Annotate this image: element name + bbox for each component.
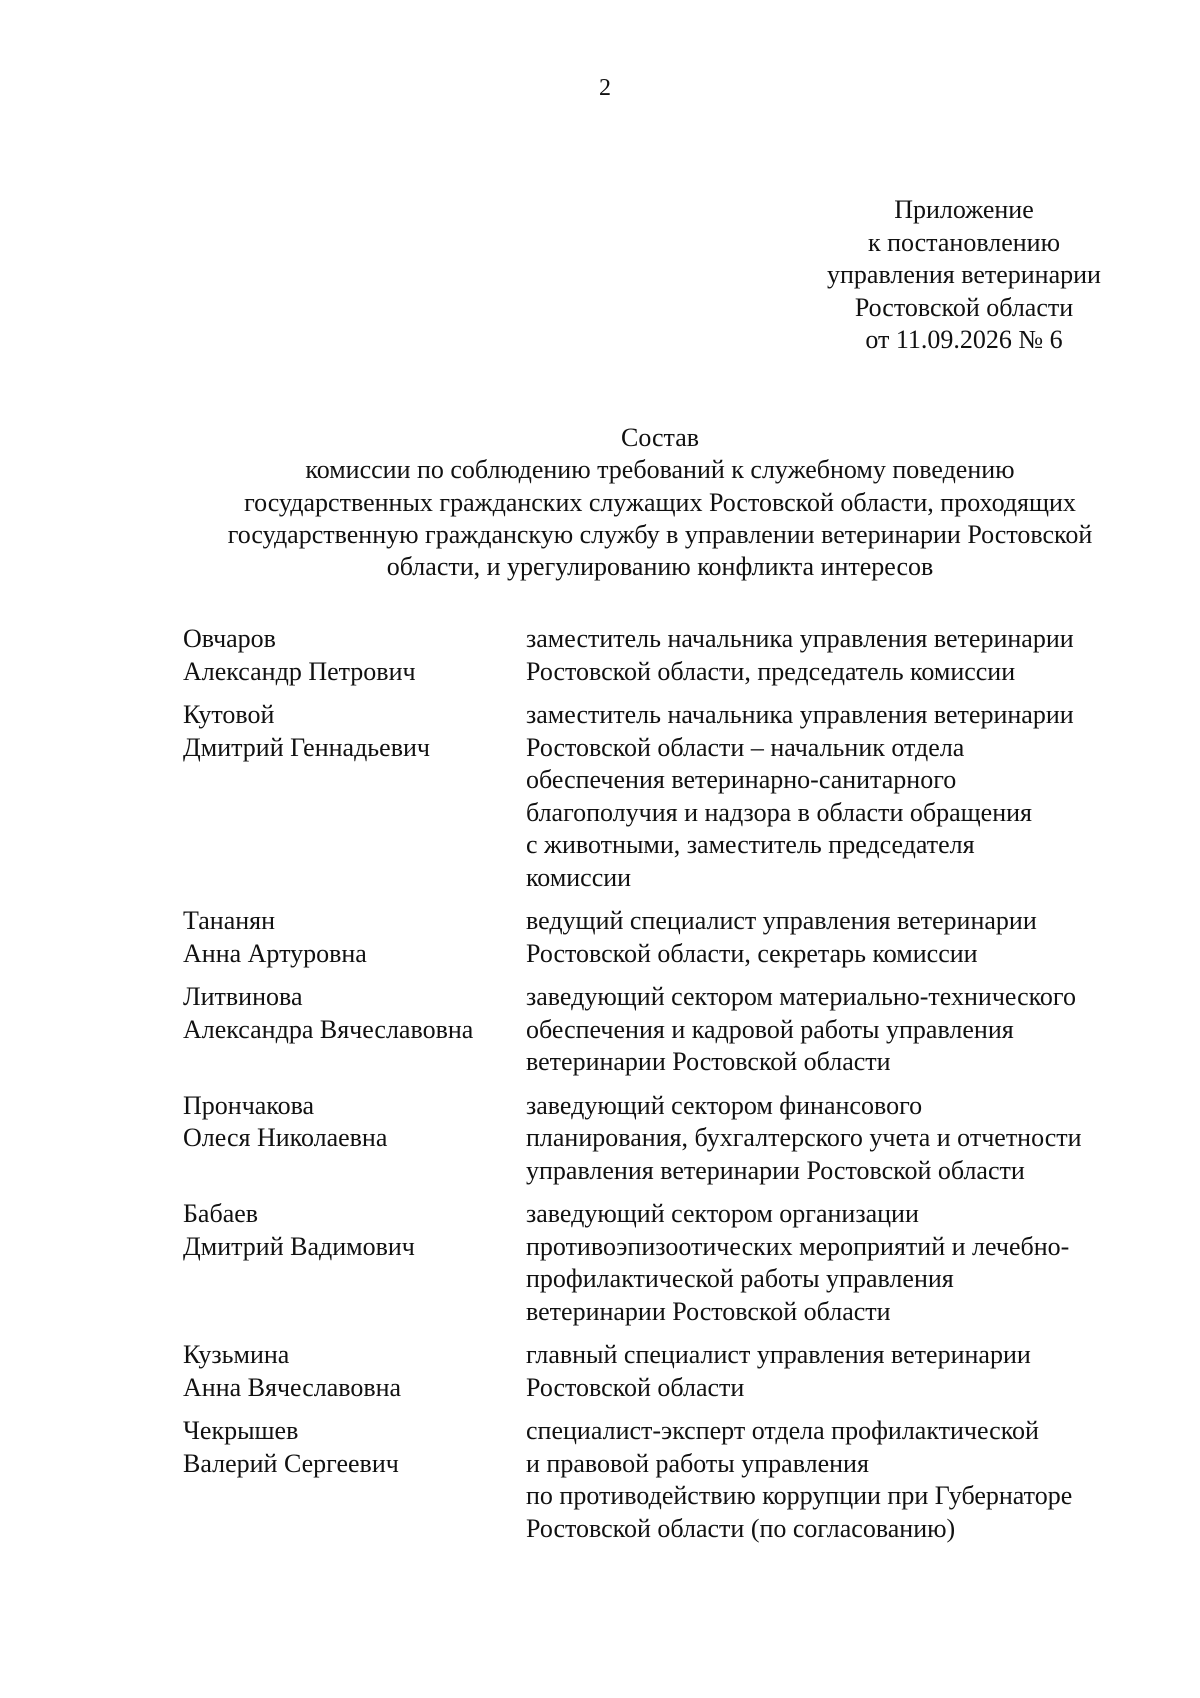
role-line: заведующий сектором организации xyxy=(526,1199,919,1228)
role-line: планирования, бухгалтерского учета и отчетности xyxy=(526,1123,1082,1152)
member-given-names: Олеся Николаевна xyxy=(183,1123,388,1152)
member-role xyxy=(526,699,1163,894)
appendix-line: Ростовской области xyxy=(854,292,1074,322)
role-line: благополучия и надзора в области обращения xyxy=(526,797,1032,827)
member-role xyxy=(526,623,1163,688)
member-row xyxy=(183,699,1163,894)
member-name xyxy=(183,981,526,1079)
member-name xyxy=(183,1415,526,1545)
role-line: ветеринарии Ростовской области xyxy=(526,1047,891,1076)
role-line: ведущий специалист управления ветеринарии xyxy=(526,906,1037,935)
member-given-names: Анна Артуровна xyxy=(183,938,367,968)
role-line: управления ветеринарии Ростовской области xyxy=(526,1155,1025,1185)
appendix-line: к постановлению xyxy=(867,227,1061,257)
role-line: обеспечения ветеринарно-санитарного xyxy=(526,765,957,794)
role-line: по противодействию коррупции при Губернаторе xyxy=(526,1481,1073,1510)
title-heading: Состав xyxy=(620,423,700,452)
member-name xyxy=(183,905,526,970)
role-line: заведующий сектором финансового xyxy=(526,1090,923,1120)
members-list xyxy=(183,623,1163,1556)
member-given-names: Валерий Сергеевич xyxy=(183,1448,399,1478)
role-line: заведующий сектором материально-технического xyxy=(526,982,1076,1011)
member-surname: Тананян xyxy=(183,906,276,935)
member-given-names: Анна Вячеславовна xyxy=(183,1372,402,1402)
role-line: главный специалист управления ветеринарии xyxy=(526,1340,1031,1369)
member-given-names: Дмитрий Вадимович xyxy=(183,1231,415,1261)
role-line: Ростовской области (по согласованию) xyxy=(526,1513,956,1543)
member-row xyxy=(183,1339,1163,1404)
appendix-header xyxy=(810,194,1118,357)
member-row xyxy=(183,981,1163,1079)
title-line: государственную гражданскую службу в управлении ветеринарии Ростовской xyxy=(227,519,1093,549)
appendix-line: управления ветеринарии xyxy=(827,260,1101,289)
member-name xyxy=(183,1198,526,1328)
page-number: 2 xyxy=(599,75,611,101)
role-line: ветеринарии Ростовской области xyxy=(526,1296,891,1326)
role-line: противоэпизоотических мероприятий и лечебно- xyxy=(526,1231,1070,1261)
member-name xyxy=(183,1339,526,1404)
member-surname: Кутовой xyxy=(183,700,275,729)
role-line: заместитель начальника управления ветеринарии xyxy=(526,700,1074,729)
member-surname: Литвинова xyxy=(183,982,303,1011)
member-name xyxy=(183,699,526,894)
member-surname: Кузьмина xyxy=(183,1340,290,1369)
member-given-names: Александр Петрович xyxy=(183,656,416,686)
member-name xyxy=(183,1090,526,1188)
member-name xyxy=(183,623,526,688)
member-row xyxy=(183,1415,1163,1545)
appendix-line: от 11.09.2026 № 6 xyxy=(865,325,1063,354)
role-line: обеспечения и кадровой работы управления xyxy=(526,1014,1014,1044)
member-surname: Бабаев xyxy=(183,1199,259,1228)
title-line: комиссии по соблюдению требований к служебному поведению xyxy=(305,455,1015,485)
member-surname: Чекрышев xyxy=(183,1416,299,1445)
role-line: Ростовской области, секретарь комиссии xyxy=(526,938,978,968)
role-line: специалист-эксперт отдела профилактической xyxy=(526,1416,1039,1445)
member-given-names: Александра Вячеславовна xyxy=(183,1014,474,1044)
role-line: комиссии xyxy=(526,862,632,892)
member-role xyxy=(526,905,1163,970)
member-row xyxy=(183,1090,1163,1188)
role-line: профилактической работы управления xyxy=(526,1264,954,1293)
document-title xyxy=(160,422,1160,583)
member-role xyxy=(526,981,1163,1079)
member-role xyxy=(526,1415,1163,1545)
role-line: и правовой работы управления xyxy=(526,1448,869,1478)
member-role xyxy=(526,1198,1163,1328)
title-line: государственных гражданских служащих Ростовской области, проходящих xyxy=(244,487,1076,517)
role-line: Ростовской области xyxy=(526,1372,745,1402)
member-given-names: Дмитрий Геннадьевич xyxy=(183,732,430,762)
member-surname: Овчаров xyxy=(183,624,276,653)
member-surname: Прончакова xyxy=(183,1090,315,1120)
title-line: области, и урегулированию конфликта интересов xyxy=(386,552,934,582)
member-row xyxy=(183,905,1163,970)
appendix-line: Приложение xyxy=(894,195,1034,224)
role-line: Ростовской области, председатель комиссии xyxy=(526,656,1016,686)
member-row xyxy=(183,623,1163,688)
role-line: Ростовской области – начальник отдела xyxy=(526,732,965,762)
role-line: с животными, заместитель председателя xyxy=(526,830,975,859)
member-row xyxy=(183,1198,1163,1328)
member-role xyxy=(526,1339,1163,1404)
member-role xyxy=(526,1090,1163,1188)
role-line: заместитель начальника управления ветеринарии xyxy=(526,624,1074,653)
